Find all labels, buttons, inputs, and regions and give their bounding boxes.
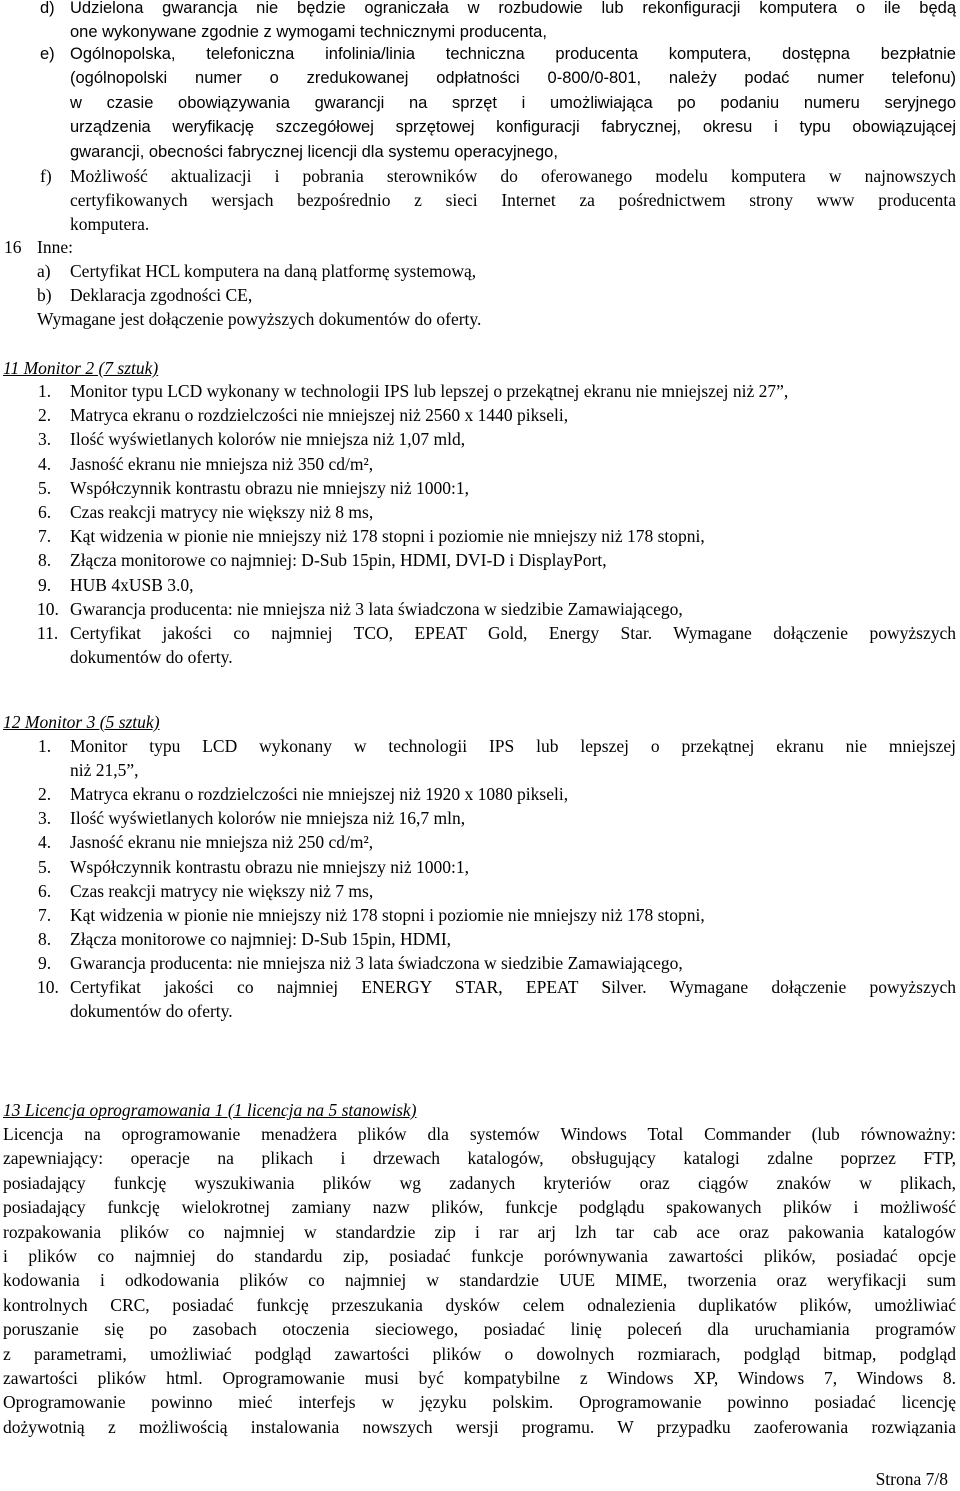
list-item-text: Monitor typu LCD wykonany w technologii IPS lub lepszej o przekątnej ekranu nie mniejszej niż 27”, bbox=[70, 381, 789, 401]
section-heading: 11 Monitor 2 (7 sztuk) bbox=[3, 358, 159, 378]
license-line: posiadający funkcję wielokrotnej zamiany nazw plików, funkcje podglądu spakowanych plików i możliwość bbox=[3, 1197, 956, 1218]
list-item-text: Złącza monitorowe co najmniej: D-Sub 15pin, HDMI, DVI-D i DisplayPort, bbox=[70, 550, 607, 571]
section-heading: 13 Licencja oprogramowania 1 (1 licencja na 5 stanowisk) bbox=[3, 1100, 417, 1120]
list-item-text: niż 21,5”, bbox=[70, 760, 139, 781]
list-item-text: dokumentów do oferty. bbox=[70, 647, 233, 668]
list-item-number: 1. bbox=[38, 381, 52, 401]
page-number: Strona 7/8 bbox=[875, 1469, 948, 1489]
item-f-line-1: Możliwość aktualizacji i pobrania sterowników do oferowanego modelu komputera w najnowszych bbox=[70, 166, 956, 186]
list-item-number: 1. bbox=[38, 736, 52, 756]
list-item-number: 2. bbox=[38, 784, 52, 805]
item-e-line-2: (ogólnopolski numer o zredukowanej odpłatności 0-800/0-801, należy podać numer telefonu) bbox=[70, 69, 956, 87]
list-item-number: 7. bbox=[38, 904, 52, 925]
list-item-text: Monitor typu LCD wykonany w technologii IPS lub lepszej o przekątnej ekranu nie mniejszej bbox=[70, 736, 956, 756]
list-item-number: 9. bbox=[38, 952, 52, 973]
list-item-number: 3. bbox=[38, 429, 52, 450]
license-line: rozpakowania plików co najmniej w standardzie zip i rar arj lzh tar cab ace oraz pakowania katalogów bbox=[3, 1221, 956, 1242]
item-e-line-3: w czasie obowiązywania gwarancji na sprzęt i umożliwiająca po podaniu numeru seryjnego bbox=[70, 94, 956, 112]
license-line: z parametrami, umożliwiać podgląd zawartości plików o dowolnych rozmiarach, podgląd bitmap, podgląd bbox=[3, 1343, 956, 1364]
list-item-text: Kąt widzenia w pionie nie mniejszy niż 178 stopni i poziomie nie mniejszy niż 178 stopni, bbox=[70, 904, 705, 925]
list-item-text: Matryca ekranu o rozdzielczości nie mniejszej niż 2560 x 1440 pikseli, bbox=[70, 405, 569, 426]
item-label-e: e) bbox=[40, 45, 55, 63]
list-item-number: 10. bbox=[37, 977, 59, 997]
other-note: Wymagane jest dołączenie powyższych dokumentów do oferty. bbox=[37, 309, 482, 329]
item-label-f: f) bbox=[40, 166, 52, 186]
list-item-text: Czas reakcji matrycy nie większy niż 7 ms, bbox=[70, 880, 374, 901]
list-item-number: 9. bbox=[38, 574, 52, 595]
item-e-line-4: urządzenia weryfikację szczegółowej sprzętowej konfiguracji fabrycznej, okresu i typu obowiązującej bbox=[70, 118, 956, 136]
list-item-number: 10. bbox=[37, 598, 59, 619]
license-line: kodowania i odkodowania plików co najmniej w standardzie UUE MIME, tworzenia oraz weryfikacji sum bbox=[3, 1270, 956, 1291]
list-item-number: 6. bbox=[38, 880, 52, 901]
license-line: Licencja na oprogramowanie menadżera plików dla systemów Windows Total Commander (lub równoważny: bbox=[3, 1124, 956, 1144]
license-line: Oprogramowanie powinno mieć interfejs w języku polskim. Oprogramowanie powinno posiadać licencję bbox=[3, 1392, 956, 1413]
section-heading: 12 Monitor 3 (5 sztuk) bbox=[3, 712, 160, 732]
license-line: zapewniający: operacje na plikach i drzewach katalogów, obsługujący katalogi zdalne poprzez FTP, bbox=[3, 1148, 956, 1169]
list-item-text: Gwarancja producenta: nie mniejsza niż 3 lata świadczona w siedzibie Zamawiającego, bbox=[70, 952, 683, 973]
list-item-text: Certyfikat jakości co najmniej ENERGY STAR, EPEAT Silver. Wymagane dołączenie powyższych bbox=[70, 977, 956, 997]
license-line: posiadający funkcję wyszukiwania plików wg zadanych kryteriów oraz ciągów znaków w plikach, bbox=[3, 1172, 956, 1193]
other-item-a: Certyfikat HCL komputera na daną platformę systemową, bbox=[70, 261, 477, 281]
license-line: i plików co najmniej do standardu zip, posiadać funkcje porównywania zawartości plików, posiadać opcje bbox=[3, 1246, 956, 1266]
list-item-text: dokumentów do oferty. bbox=[70, 1001, 233, 1022]
list-item-text: Gwarancja producenta: nie mniejsza niż 3 lata świadczona w siedzibie Zamawiającego, bbox=[70, 598, 683, 619]
license-line: kontrolnych CRC, posiadać funkcję przeszukania dysków celem odnalezienia duplikatów plików, umożliwiać bbox=[3, 1294, 956, 1315]
other-item-b: Deklaracja zgodności CE, bbox=[70, 285, 253, 305]
item-label-d: d) bbox=[40, 0, 55, 17]
item-e-line-1: Ogólnopolska, telefoniczna infolinia/linia techniczna producenta komputera, dostępna bezpłatnie bbox=[70, 45, 956, 63]
list-item-number: 4. bbox=[38, 832, 52, 853]
list-item-text: Współczynnik kontrastu obrazu nie mniejszy niż 1000:1, bbox=[70, 477, 470, 498]
list-item-number: 5. bbox=[38, 477, 52, 498]
list-item-text: HUB 4xUSB 3.0, bbox=[70, 574, 194, 595]
list-item-number: 8. bbox=[38, 928, 52, 949]
list-item-text: Złącza monitorowe co najmniej: D-Sub 15pin, HDMI, bbox=[70, 928, 452, 949]
license-line: dożywotnią z możliwością instalowania nowszych wersji programu. W przypadku zaoferowania rozwiązania bbox=[3, 1416, 956, 1437]
item-d-line-1: Udzielona gwarancja nie będzie ograniczała w rozbudowie lub rekonfiguracji komputera o ile będą bbox=[70, 0, 956, 17]
list-item-number: 4. bbox=[38, 453, 52, 474]
list-item-number: 3. bbox=[38, 808, 52, 829]
list-item-text: Certyfikat jakości co najmniej TCO, EPEAT Gold, Energy Star. Wymagane dołączenie powyższych bbox=[70, 623, 956, 643]
other-label-b: b) bbox=[37, 285, 52, 305]
item-f-line-2: certyfikowanych wersjach bezpośrednio z sieci Internet za pośrednictwem strony www producenta bbox=[70, 190, 956, 210]
list-item-text: Ilość wyświetlanych kolorów nie mniejsza niż 1,07 mld, bbox=[70, 429, 466, 450]
list-item-text: Czas reakcji matrycy nie większy niż 8 ms, bbox=[70, 502, 374, 522]
list-item-text: Współczynnik kontrastu obrazu nie mniejszy niż 1000:1, bbox=[70, 856, 470, 877]
list-item-text: Ilość wyświetlanych kolorów nie mniejsza niż 16,7 mln, bbox=[70, 808, 466, 829]
list-item-number: 11. bbox=[37, 623, 59, 643]
item-f-line-3: komputera. bbox=[70, 214, 150, 234]
license-line: poruszanie się po zasobach otoczenia sieciowego, posiadać linię poleceń dla uruchamiania programów bbox=[3, 1319, 956, 1340]
list-item-number: 2. bbox=[38, 405, 52, 426]
list-item-text: Jasność ekranu nie mniejsza niż 250 cd/m², bbox=[70, 832, 374, 853]
list-item-number: 8. bbox=[38, 550, 52, 571]
license-line: zawartości plików html. Oprogramowanie musi być kompatybilne z Windows XP, Windows 7, Windows 8. bbox=[3, 1368, 956, 1388]
list-item-text: Jasność ekranu nie mniejsza niż 350 cd/m², bbox=[70, 453, 374, 474]
list-item-text: Matryca ekranu o rozdzielczości nie mniejszej niż 1920 x 1080 pikseli, bbox=[70, 784, 569, 805]
list-item-text: Kąt widzenia w pionie nie mniejszy niż 178 stopni i poziomie nie mniejszy niż 178 stopni, bbox=[70, 526, 705, 547]
list-item-number: 7. bbox=[38, 526, 52, 547]
list-item-number: 5. bbox=[38, 856, 52, 877]
other-label-a: a) bbox=[37, 261, 51, 281]
other-number: 16 bbox=[4, 237, 22, 257]
item-e-line-5: gwarancji, obecności fabrycznej licencji dla systemu operacyjnego, bbox=[70, 143, 558, 161]
item-d-line-2: one wykonywane zgodnie z wymogami technicznymi producenta, bbox=[70, 23, 547, 41]
list-item-number: 6. bbox=[38, 502, 52, 522]
other-title: Inne: bbox=[37, 237, 73, 257]
